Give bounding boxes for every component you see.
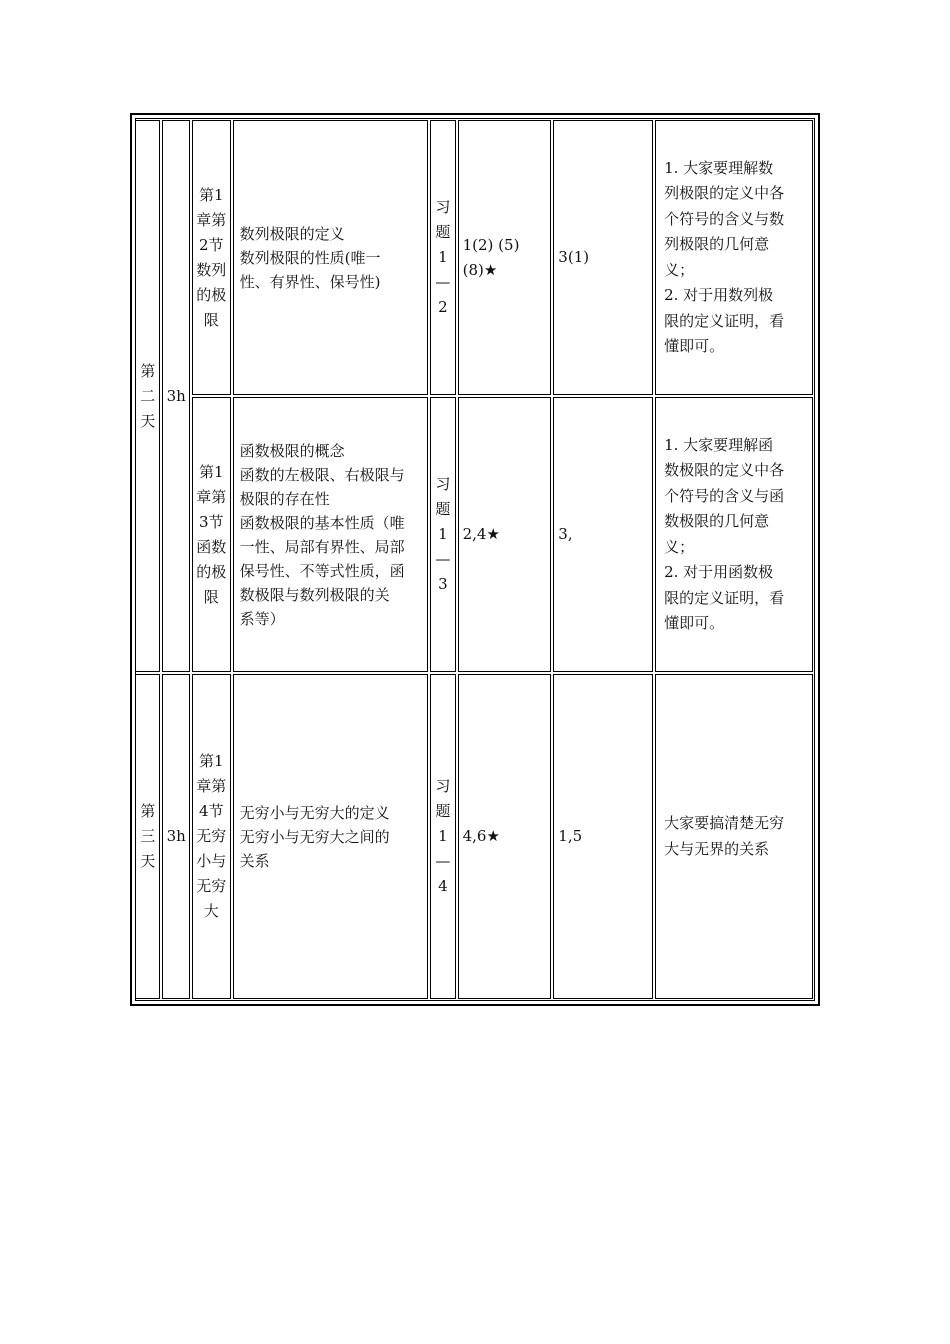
notes-cell [655,120,813,395]
study-plan-table [133,118,815,1001]
note-line: 数极限的定义中各 [664,461,785,479]
note-line: 个符号的含义与函 [664,486,785,505]
note-line: 列极限的几何意 [664,235,770,253]
note-line: 个符号的含义与数 [664,209,785,228]
note-line: 懂即可。 [664,614,725,632]
table-row [135,674,813,999]
note-line: 数极限的几何意 [664,512,770,530]
notes-cell [655,397,813,672]
advanced-exercises-cell: 1,5 [553,674,653,999]
note-line: 限的定义证明，看 [664,588,785,607]
topic-line: 极限的存在性 [239,489,330,508]
day-cell: 第三天 [135,674,160,999]
topic-line: 关系 [239,851,270,870]
table-row [135,397,813,672]
note-line: 1. 大家要理解数 [664,158,774,177]
basic-exercises-cell: 4,6★ [458,674,552,999]
note-line: 义； [664,537,695,556]
day-cell: 第二天 [135,120,160,672]
note-line: 大家要搞清楚无穷 [664,814,785,832]
topic-line: 函数极限的基本性质（唯 [239,513,405,532]
note-line: 大与无界的关系 [664,839,770,858]
topic-line: 数列极限的定义 [239,224,345,243]
note-line: 2. 对于用数列极 [664,286,774,304]
section-cell: 第1章第3节函数的极限 [192,397,231,672]
topic-cell [233,674,429,999]
topic-line: 数极限与数列极限的关 [239,585,390,604]
topic-line: 一性、局部有界性、局部 [239,537,405,556]
topic-line: 无穷小与无穷大之间的 [239,827,390,846]
topic-line: 无穷小与无穷大的定义 [239,803,390,822]
note-line: 2. 对于用函数极 [664,563,774,581]
section-cell: 第1章第2节数列的极限 [192,120,231,395]
basic-exercises-cell: 1(2) (5) (8)★ [458,120,552,395]
note-line: 义； [664,260,695,279]
exercise-ref-cell: 习题1—2 [430,120,455,395]
note-line: 懂即可。 [664,337,725,355]
advanced-exercises-cell: 3(1) [553,120,653,395]
topic-line: 保号性、不等式性质，函 [239,561,405,580]
topic-cell [233,397,429,672]
topic-line: 性、有界性、保号性) [239,272,381,291]
topic-line: 系等） [239,609,285,628]
topic-line: 函数极限的概念 [239,441,345,460]
exercise-ref-cell: 习题1—3 [430,397,455,672]
notes-cell [655,674,813,999]
section-cell: 第1章第4节无穷小与无穷大 [192,674,231,999]
table-row [135,120,813,395]
advanced-exercises-cell: 3, [553,397,653,672]
topic-line: 数列极限的性质(唯一 [239,248,381,267]
topic-line: 函数的左极限、右极限与 [239,465,405,484]
hours-cell: 3h [162,674,189,999]
hours-cell: 3h [162,120,189,672]
topic-cell [233,120,429,395]
note-line: 限的定义证明，看 [664,311,785,330]
note-line: 1. 大家要理解函 [664,435,774,454]
note-line: 列极限的定义中各 [664,184,785,202]
basic-exercises-cell: 2,4★ [458,397,552,672]
exercise-ref-cell: 习题1—4 [430,674,455,999]
